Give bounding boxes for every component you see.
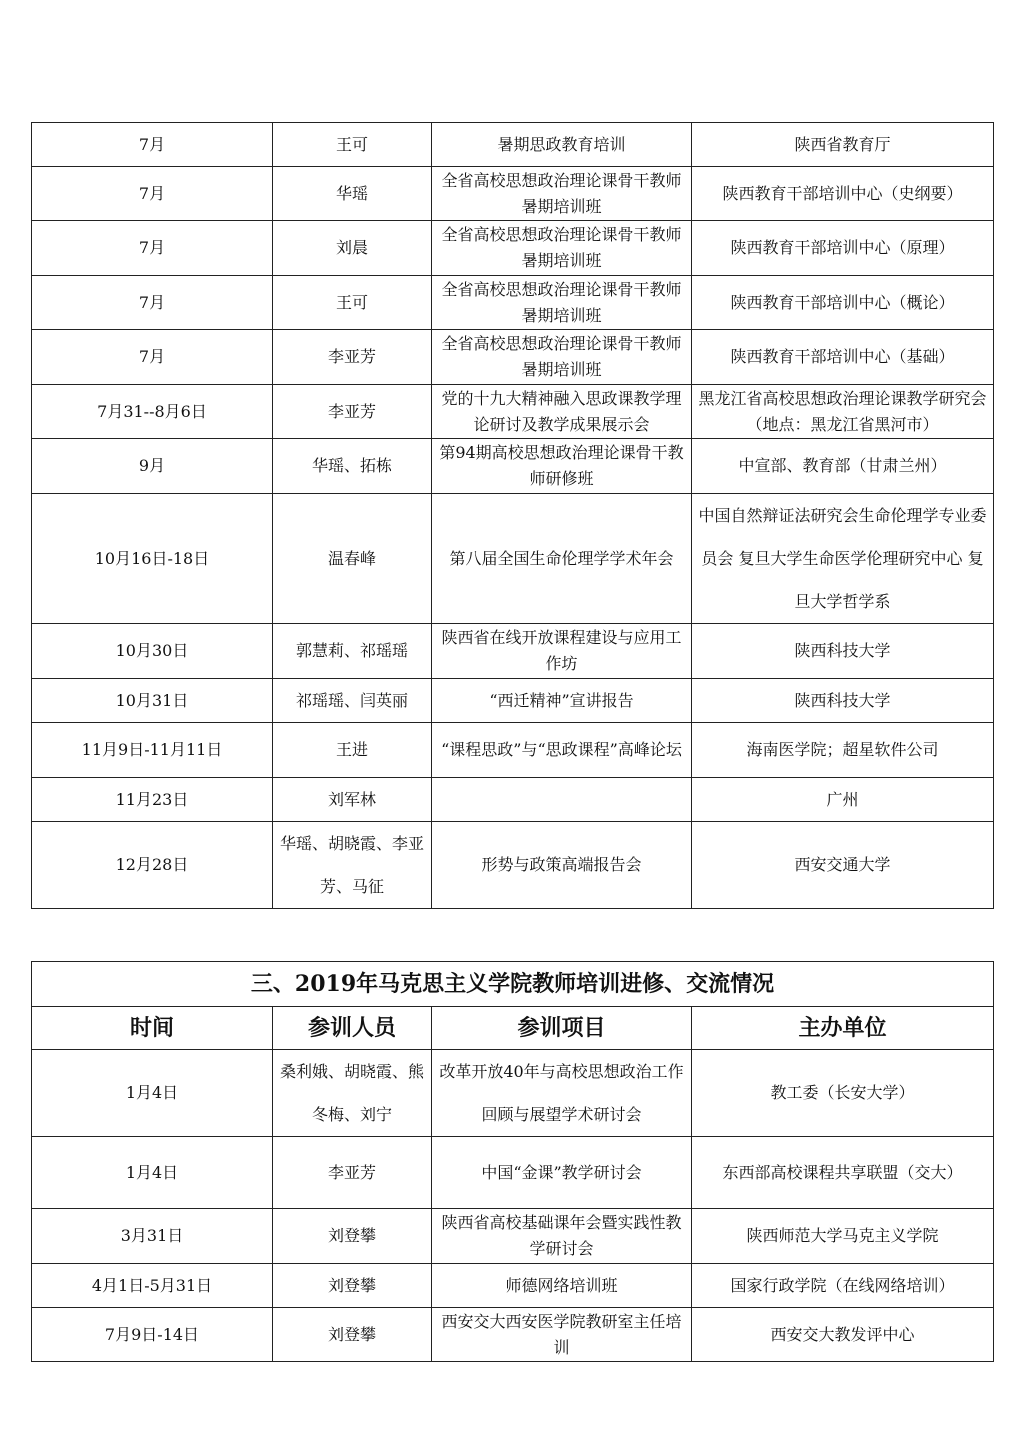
cell-people: 华瑶、拓栋 [273, 439, 432, 494]
cell-org: 西安交大教发评中心 [692, 1308, 994, 1362]
cell-project: 党的十九大精神融入思政课教学理论研讨及教学成果展示会 [432, 385, 692, 439]
cell-time: 7月9日-14日 [32, 1308, 273, 1362]
cell-people: 郭慧莉、祁瑶瑶 [273, 624, 432, 679]
table-row [32, 167, 994, 221]
cell-time: 4月1日-5月31日 [32, 1264, 273, 1308]
cell-org: 国家行政学院（在线网络培训） [692, 1264, 994, 1308]
cell-time: 7月 [32, 221, 273, 276]
cell-project: 全省高校思想政治理论课骨干教师暑期培训班 [432, 276, 692, 330]
cell-org: 黑龙江省高校思想政治理论课教学研究会（地点：黑龙江省黑河市） [692, 385, 994, 439]
table1-body [32, 123, 994, 909]
cell-people: 李亚芳 [273, 385, 432, 439]
cell-time: 7月 [32, 276, 273, 330]
cell-project: 陕西省高校基础课年会暨实践性教学研讨会 [432, 1209, 692, 1264]
cell-project: 全省高校思想政治理论课骨干教师暑期培训班 [432, 221, 692, 276]
cell-project [432, 778, 692, 822]
cell-people: 温春峰 [273, 494, 432, 624]
table-row [32, 1137, 994, 1209]
cell-org: 陕西师范大学马克主义学院 [692, 1209, 994, 1264]
cell-project: 第94期高校思想政治理论课骨干教师研修班 [432, 439, 692, 494]
table-row [32, 123, 994, 167]
cell-people: 李亚芳 [273, 1137, 432, 1209]
cell-org: 中国自然辩证法研究会生命伦理学专业委员会 复旦大学生命医学伦理研究中心 复旦大学哲学系 [692, 494, 994, 624]
cell-time: 7月 [32, 167, 273, 221]
cell-time: 10月31日 [32, 679, 273, 723]
header-project: 参训项目 [432, 1007, 692, 1050]
table-row [32, 822, 994, 909]
cell-org: 教工委（长安大学） [692, 1050, 994, 1137]
cell-project: 陕西省在线开放课程建设与应用工作坊 [432, 624, 692, 679]
table-row [32, 1209, 994, 1264]
cell-people: 王可 [273, 276, 432, 330]
table-row [32, 1050, 994, 1137]
header-org: 主办单位 [692, 1007, 994, 1050]
training-table-2019 [31, 961, 994, 1362]
cell-people: 刘登攀 [273, 1264, 432, 1308]
cell-project: 暑期思政教育培训 [432, 123, 692, 167]
cell-org: 陕西省教育厅 [692, 123, 994, 167]
cell-people: 华瑶、胡晓霞、李亚芳、马征 [273, 822, 432, 909]
cell-project: 中国“金课”教学研讨会 [432, 1137, 692, 1209]
cell-project: 全省高校思想政治理论课骨干教师暑期培训班 [432, 330, 692, 385]
cell-org: 陕西科技大学 [692, 679, 994, 723]
cell-time: 12月28日 [32, 822, 273, 909]
cell-time: 1月4日 [32, 1137, 273, 1209]
cell-people: 王可 [273, 123, 432, 167]
cell-time: 7月 [32, 123, 273, 167]
header-people: 参训人员 [273, 1007, 432, 1050]
cell-time: 3月31日 [32, 1209, 273, 1264]
cell-org: 陕西教育干部培训中心（原理） [692, 221, 994, 276]
cell-org: 广州 [692, 778, 994, 822]
table-title: 三、2019年马克思主义学院教师培训进修、交流情况 [32, 962, 994, 1007]
table-row [32, 624, 994, 679]
header-time: 时间 [32, 1007, 273, 1050]
cell-time: 11月23日 [32, 778, 273, 822]
cell-project: 全省高校思想政治理论课骨干教师暑期培训班 [432, 167, 692, 221]
cell-project: “课程思政”与“思政课程”高峰论坛 [432, 723, 692, 778]
cell-people: 李亚芳 [273, 330, 432, 385]
cell-org: 东西部高校课程共享联盟（交大） [692, 1137, 994, 1209]
cell-people: 刘军林 [273, 778, 432, 822]
cell-org: 陕西科技大学 [692, 624, 994, 679]
cell-project: “西迁精神”宣讲报告 [432, 679, 692, 723]
cell-org: 陕西教育干部培训中心（史纲要） [692, 167, 994, 221]
cell-time: 11月9日-11月11日 [32, 723, 273, 778]
cell-org: 陕西教育干部培训中心（基础） [692, 330, 994, 385]
cell-time: 1月4日 [32, 1050, 273, 1137]
table-row [32, 1308, 994, 1362]
training-table-continued [31, 122, 994, 909]
table-row [32, 723, 994, 778]
table-row [32, 679, 994, 723]
cell-time: 9月 [32, 439, 273, 494]
cell-org: 海南医学院；超星软件公司 [692, 723, 994, 778]
cell-time: 7月31--8月6日 [32, 385, 273, 439]
cell-people: 王进 [273, 723, 432, 778]
table-row [32, 1264, 994, 1308]
table-row [32, 439, 994, 494]
cell-project: 西安交大西安医学院教研室主任培训 [432, 1308, 692, 1362]
cell-project: 改革开放40年与高校思想政治工作回顾与展望学术研讨会 [432, 1050, 692, 1137]
cell-org: 中宣部、教育部（甘肃兰州） [692, 439, 994, 494]
cell-project: 师德网络培训班 [432, 1264, 692, 1308]
cell-org: 西安交通大学 [692, 822, 994, 909]
table-row [32, 494, 994, 624]
table-row [32, 330, 994, 385]
cell-people: 祁瑶瑶、闫英丽 [273, 679, 432, 723]
table2-body [32, 1050, 994, 1362]
cell-time: 10月30日 [32, 624, 273, 679]
table-row [32, 221, 994, 276]
cell-people: 桑利娥、胡晓霞、熊冬梅、刘宁 [273, 1050, 432, 1137]
cell-org: 陕西教育干部培训中心（概论） [692, 276, 994, 330]
table-row [32, 385, 994, 439]
table-row [32, 276, 994, 330]
cell-time: 10月16日-18日 [32, 494, 273, 624]
cell-people: 刘登攀 [273, 1308, 432, 1362]
table-row [32, 778, 994, 822]
cell-project: 第八届全国生命伦理学学术年会 [432, 494, 692, 624]
cell-people: 刘登攀 [273, 1209, 432, 1264]
cell-project: 形势与政策高端报告会 [432, 822, 692, 909]
cell-time: 7月 [32, 330, 273, 385]
cell-people: 华瑶 [273, 167, 432, 221]
cell-people: 刘晨 [273, 221, 432, 276]
